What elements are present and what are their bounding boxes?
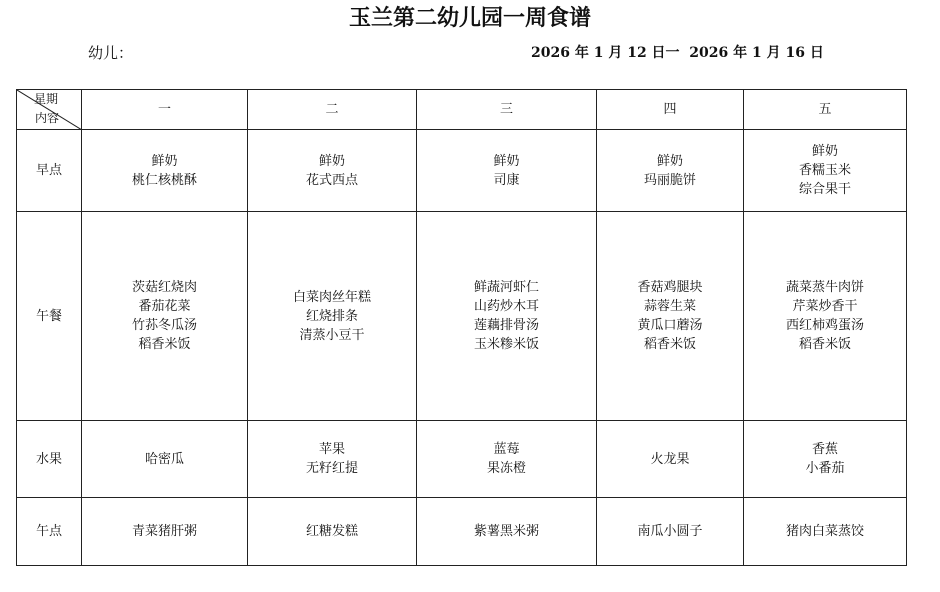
dish-list xyxy=(650,450,689,469)
row-breakfast xyxy=(17,130,907,212)
date-range: 2026 年 1 月 12 日一 2026 年 1 月 16 日 xyxy=(531,45,824,61)
dish-item: 猪肉白菜蒸饺 xyxy=(785,524,864,539)
dish-item: 火龙果 xyxy=(650,451,690,467)
dish-item: 鲜蔬河虾仁 xyxy=(473,280,539,295)
kid-label: 幼儿： xyxy=(88,44,134,62)
dish-item: 黄瓜口蘑汤 xyxy=(637,318,703,333)
dish-item: 香糯玉米 xyxy=(798,163,851,178)
dish-item: 青菜猪肝粥 xyxy=(131,524,197,539)
dish-list xyxy=(132,278,197,354)
menu-cell xyxy=(248,212,417,421)
day-header-3: 三 xyxy=(417,90,597,130)
dish-list xyxy=(637,278,702,354)
menu-cell xyxy=(744,212,907,421)
dish-list xyxy=(132,522,197,541)
row-label-lunch: 午餐 xyxy=(17,212,82,421)
dish-item: 紫薯黑米粥 xyxy=(473,524,539,539)
menu-cell xyxy=(597,130,744,212)
dish-list xyxy=(786,278,864,354)
dish-list xyxy=(799,142,851,199)
menu-cell xyxy=(744,130,907,212)
dish-item: 无籽红提 xyxy=(305,461,358,476)
menu-cell xyxy=(248,498,417,566)
dish-item: 清蒸小豆干 xyxy=(299,327,365,343)
dish-list xyxy=(487,440,526,478)
day-header-2: 二 xyxy=(248,90,417,130)
dish-item: 玉米糁米饭 xyxy=(473,337,539,352)
menu-cell xyxy=(82,130,248,212)
dish-item: 西红柿鸡蛋汤 xyxy=(785,318,864,333)
menu-cell xyxy=(82,498,248,566)
dish-list xyxy=(474,278,539,354)
dish-list xyxy=(805,440,844,478)
menu-cell xyxy=(744,498,907,566)
dish-item: 红烧排条 xyxy=(305,308,358,324)
dish-item: 玛丽脆饼 xyxy=(643,172,696,188)
day-header-5: 五 xyxy=(744,90,907,130)
menu-cell xyxy=(248,421,417,498)
menu-cell xyxy=(417,212,597,421)
dish-list xyxy=(474,522,539,541)
corner-content-label: 内容 xyxy=(35,111,60,125)
day-header-4: 四 xyxy=(597,90,744,130)
dish-item: 南瓜小圆子 xyxy=(637,524,703,539)
header-row xyxy=(17,90,907,130)
dish-item: 莲藕排骨汤 xyxy=(473,318,539,333)
dish-item: 香菇鸡腿块 xyxy=(637,280,703,295)
menu-cell xyxy=(82,212,248,421)
dish-list xyxy=(306,522,358,541)
dish-item: 蓝莓 xyxy=(493,442,520,457)
dish-item: 竹荪冬瓜汤 xyxy=(131,318,197,333)
dish-list xyxy=(306,152,358,190)
dish-item: 鲜奶 xyxy=(811,144,838,159)
menu-table xyxy=(16,89,907,566)
menu-cell xyxy=(597,421,744,498)
dish-item: 桃仁核桃酥 xyxy=(131,172,197,188)
row-fruit xyxy=(17,421,907,498)
dish-list xyxy=(493,152,519,190)
row-lunch xyxy=(17,212,907,421)
dish-item: 番茄花菜 xyxy=(138,299,191,314)
dish-item: 鲜奶 xyxy=(151,153,178,169)
corner-weekday-label: 星期 xyxy=(34,92,59,106)
menu-cell xyxy=(248,130,417,212)
row-label-fruit: 水果 xyxy=(17,421,82,498)
dish-item: 哈密瓜 xyxy=(144,451,184,467)
dish-item: 苹果 xyxy=(318,442,345,457)
menu-cell xyxy=(82,421,248,498)
menu-cell xyxy=(417,498,597,566)
dish-list xyxy=(644,152,696,190)
corner-cell xyxy=(17,90,82,130)
dish-item: 芹菜炒香干 xyxy=(792,299,858,314)
dish-item: 鲜奶 xyxy=(318,153,345,169)
dish-item: 稻香米饭 xyxy=(798,337,851,352)
row-afternoon-snack xyxy=(17,498,907,566)
dish-item: 稻香米饭 xyxy=(138,337,191,352)
dish-item: 综合果干 xyxy=(798,182,851,197)
menu-cell xyxy=(417,130,597,212)
dish-item: 蒜蓉生菜 xyxy=(643,299,696,314)
dish-item: 鲜奶 xyxy=(493,153,520,169)
dish-item: 蔬菜蒸牛肉饼 xyxy=(785,280,864,295)
dish-item: 香蕉 xyxy=(811,442,838,457)
dish-item: 果冻橙 xyxy=(486,461,526,476)
dish-item: 花式西点 xyxy=(305,172,358,188)
dish-list xyxy=(145,450,184,469)
menu-cell xyxy=(597,498,744,566)
menu-cell xyxy=(744,421,907,498)
dish-item: 白菜肉丝年糕 xyxy=(292,289,371,305)
dish-list xyxy=(132,152,197,190)
dish-item: 鲜奶 xyxy=(656,153,683,169)
dish-item: 山药炒木耳 xyxy=(473,299,539,314)
row-label-breakfast: 早点 xyxy=(17,130,82,212)
day-header-1: 一 xyxy=(82,90,248,130)
row-label-afternoon-snack: 午点 xyxy=(17,498,82,566)
menu-cell xyxy=(417,421,597,498)
dish-list xyxy=(293,288,371,345)
dish-item: 稻香米饭 xyxy=(643,337,696,352)
dish-item: 司康 xyxy=(493,172,520,188)
page-title: 玉兰第二幼儿园一周食谱 xyxy=(348,5,591,31)
dish-item: 小番茄 xyxy=(805,461,845,476)
dish-item: 红糖发糕 xyxy=(305,524,358,539)
dish-list xyxy=(637,522,702,541)
dish-list xyxy=(306,440,358,478)
dish-list xyxy=(786,522,864,541)
menu-cell xyxy=(597,212,744,421)
dish-item: 茨菇红烧肉 xyxy=(131,280,197,295)
